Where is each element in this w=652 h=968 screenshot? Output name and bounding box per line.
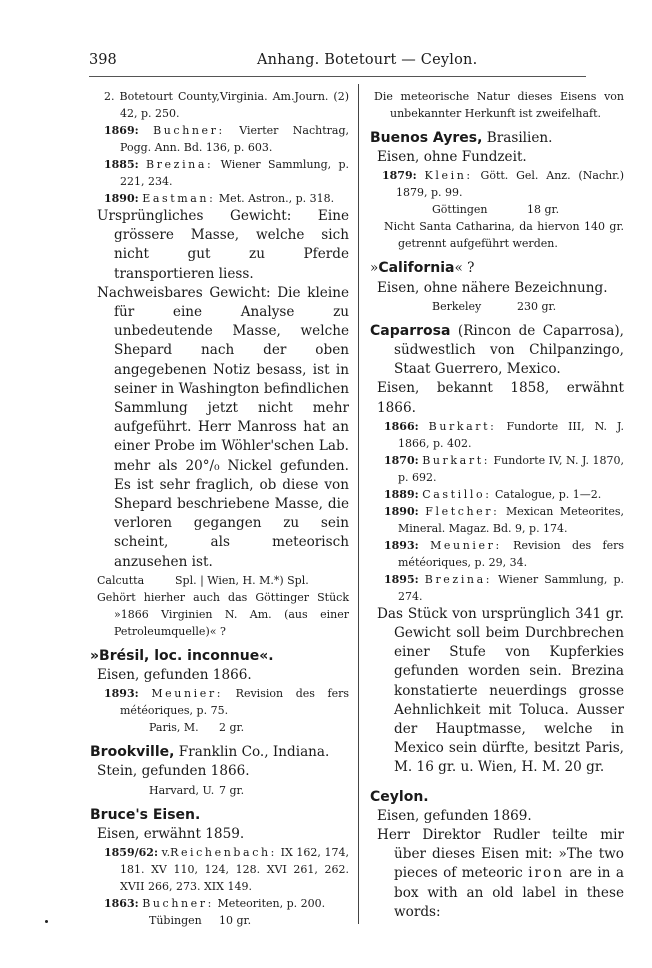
note: Nicht Santa Catharina, da hiervon 140 gr. getrennt aufgeführt werden.: [384, 220, 624, 251]
collection-weight: 18 gr.: [527, 203, 560, 217]
ref-author: Meunier:: [151, 687, 224, 701]
entry-heading: California: [378, 260, 455, 277]
collection-line: [97, 782, 349, 799]
collection-value: Spl. | Wien, H. M.*) Spl.: [175, 573, 309, 587]
collection-line: [370, 201, 624, 218]
quote-open: »: [370, 260, 379, 277]
ref-year: 1870:: [384, 453, 419, 467]
ref-text: Wiener Sammlung, p. 274.: [398, 572, 625, 603]
ref-prefix: v.: [161, 846, 171, 860]
entry-description: Eisen, bekannt 1858, erwähnt 1866.: [377, 380, 624, 416]
ref-year: 1893:: [384, 538, 419, 552]
ref-text: Fundorte III, N. J. 1866, p. 402.: [398, 419, 625, 450]
entry-location: (Rincon de Caparrosa), südwestlich von Chilpanzingo, Staat Guerrero, Mexico.: [394, 322, 624, 378]
paragraph-known-weight: Nachweisbares Gewicht: Die kleine für eine Analyse zu unbedeutende Masse, welche Shepard nach der oben angegebenen Notiz besass, ist in seiner in Washington befindlichen Sammlung jetzt nicht mehr aufgeführt. Herr Manross hat an einer Probe im Wöhler'schen Lab. mehr als 20°/₀ Nickel gefunden. Es ist sehr fraglich, ob diese von Shepard beschriebene Masse, die verloren gegangen zu sein scheint, als meteorisch anzusehen ist.: [97, 284, 349, 570]
reference-1859: [97, 844, 349, 895]
collection-line: [97, 719, 349, 736]
reference-list: [370, 418, 624, 605]
entry-description: Eisen, ohne Fundzeit.: [377, 149, 527, 166]
ref-author: Buchner:: [142, 897, 214, 911]
paragraph-text: Herr Direktor Rudler teilte mir über dieses Eisen mit: »The two pieces of meteoric: [377, 827, 624, 882]
reference-1879: [370, 167, 624, 201]
collection-name: Göttingen: [432, 203, 488, 217]
running-title: Anhang. Botetourt — Ceylon.: [257, 52, 478, 68]
collection-name: Berkeley: [432, 299, 482, 313]
quote-close: « ?: [454, 260, 475, 277]
ref-author: Meunier:: [430, 538, 502, 552]
ref-text: IX 162, 174, 181. XV 110, 124, 128. XVI 261, 262. XVII 266, 273. XIX 149.: [120, 846, 350, 894]
ref-text: Revision des fers météoriques, p. 75.: [120, 687, 349, 718]
collection-name: Paris, M.: [149, 721, 199, 735]
running-header: [89, 48, 586, 74]
ref-author: Brezina:: [146, 158, 214, 171]
left-column: [90, 88, 350, 929]
collection-line: [370, 298, 624, 315]
header-rule: [89, 76, 586, 77]
reference-1885: [97, 156, 349, 190]
paragraph-original-weight: Ursprüngliches Gewicht: Eine grössere Masse, welche sich nicht gut zu Pferde transportieren liess.: [97, 208, 349, 282]
ref-text: Catalogue, p. 1—2.: [495, 487, 602, 501]
ref-year: 1895:: [384, 572, 419, 586]
reference-1863: [97, 895, 349, 912]
entry-heading: Brookville,: [90, 744, 175, 761]
entry-location: Franklin Co., Indiana.: [174, 744, 330, 761]
intro-note: Die meteorische Natur dieses Eisens von unbekannter Herkunft ist zweifelhaft.: [374, 90, 624, 120]
entry-heading-bruce: [90, 806, 349, 825]
entry-location: Brasilien.: [482, 130, 553, 146]
entry-heading-california: [370, 259, 624, 278]
reference-1893: [97, 685, 349, 719]
collection-weight: 7 gr.: [219, 783, 245, 797]
reference-item: [370, 537, 624, 571]
entry-description: Eisen, gefunden 1869.: [377, 807, 532, 824]
reference-1869: [97, 122, 349, 156]
entry-heading: Ceylon.: [370, 788, 429, 805]
ref-author: Brezina:: [424, 572, 493, 586]
paragraph-caparrosa: Das Stück von ursprünglich 341 gr. Gewicht soll beim Durchbrechen einer Stufe von Kupferkies gefunden worden sein. Brezina konstatierte neuerdings grosse Aehnlichkeit mit Toluca. Ausser der Hauptmasse, welche in Mexico sein dürfte, besitzt Paris, M. 16 gr. u. Wien, H. M. 20 gr.: [377, 605, 624, 776]
ref-author: Reichenbach:: [170, 846, 277, 860]
ref-year: 1879:: [382, 169, 417, 183]
entry-heading-caparrosa: [370, 322, 624, 380]
note: Gehört hierher auch das Göttinger Stück »1866 Virginien N. Am. (aus einer Petroleumquelle)« ?: [97, 590, 349, 638]
ref-year: 1869:: [104, 124, 139, 137]
entry-description: Eisen, gefunden 1866.: [97, 667, 252, 684]
entry-heading: Bruce's Eisen.: [90, 806, 201, 823]
ref-year: 1889:: [384, 487, 419, 501]
ref-author: Klein:: [424, 169, 473, 183]
page-number: 398: [89, 52, 117, 68]
reference-item: [370, 486, 624, 503]
ref-year: 1863:: [104, 897, 139, 911]
entry-heading: Caparrosa: [370, 322, 451, 339]
ref-year: 1890:: [384, 504, 419, 518]
entry-heading: »Brésil, loc. inconnue«.: [90, 647, 274, 664]
collection-weight: 10 gr.: [219, 914, 252, 928]
paragraph-ceylon: [370, 826, 624, 922]
ref-text: Meteoriten, p. 200.: [217, 897, 326, 911]
ref-year: 1859/62:: [104, 846, 159, 860]
ref-text: Fundorte IV, N. J. 1870, p. 692.: [398, 453, 624, 484]
column-divider: [358, 84, 359, 924]
ref-author: Buchner:: [153, 124, 225, 137]
collection-name: Calcutta: [97, 573, 145, 587]
entry-heading-brookville: [90, 743, 349, 762]
ref-author: Burkart:: [422, 453, 491, 467]
collection-line: [97, 572, 349, 589]
ref-text: Vierter Nachtrag, Pogg. Ann. Bd. 136, p. 603.: [120, 124, 350, 154]
ref-author: Castillo:: [422, 487, 492, 501]
scan-speck: [45, 920, 48, 923]
reference-item: [370, 503, 624, 537]
ref-text: Mexican Meteorites, Mineral. Magaz. Bd. 9, p. 174.: [398, 504, 624, 535]
ref-author: Burkart:: [428, 419, 497, 433]
entry-heading-ceylon: [370, 788, 624, 807]
paragraph-text: are in a box with an old label in these words:: [394, 865, 624, 920]
entry-description: Eisen, erwähnt 1859.: [97, 825, 245, 842]
ref-text: Met. Astron., p. 318.: [218, 192, 335, 205]
reference-line: 2. Botetourt County,Virginia. Am.Journ. (2) 42, p. 250.: [104, 90, 349, 120]
entry-description: Stein, gefunden 1866.: [97, 763, 250, 780]
entry-heading: Buenos Ayres,: [370, 130, 483, 146]
ref-year: 1890:: [104, 192, 139, 205]
collection-line: [97, 912, 349, 929]
emphasis-text: iron: [528, 865, 564, 882]
collection-weight: 230 gr.: [517, 299, 557, 313]
ref-year: 1866:: [384, 419, 419, 433]
ref-author: Fletcher:: [425, 504, 500, 518]
reference-item: [370, 418, 624, 452]
collection-weight: 2 gr.: [219, 721, 245, 735]
ref-text: Wiener Sammlung, p. 221, 234.: [120, 158, 350, 188]
collection-name: Harvard, U.: [149, 783, 215, 797]
entry-heading-bresil: [90, 647, 349, 666]
ref-year: 1893:: [104, 687, 139, 701]
reference-item: [370, 452, 624, 486]
ref-text: Revision des fers météoriques, p. 29, 34.: [398, 538, 624, 569]
collection-name: Tübingen: [149, 914, 202, 928]
reference-item: [370, 571, 624, 605]
entry-heading-buenos-ayres: [370, 129, 624, 148]
ref-year: 1885:: [104, 158, 139, 171]
ref-author: Eastman:: [142, 192, 216, 205]
reference-1890: [97, 190, 349, 207]
entry-description: Eisen, ohne nähere Bezeichnung.: [377, 279, 608, 296]
ref-text: Gött. Gel. Anz. (Nachr.) 1879, p. 99.: [396, 169, 624, 200]
right-column: [370, 88, 624, 922]
